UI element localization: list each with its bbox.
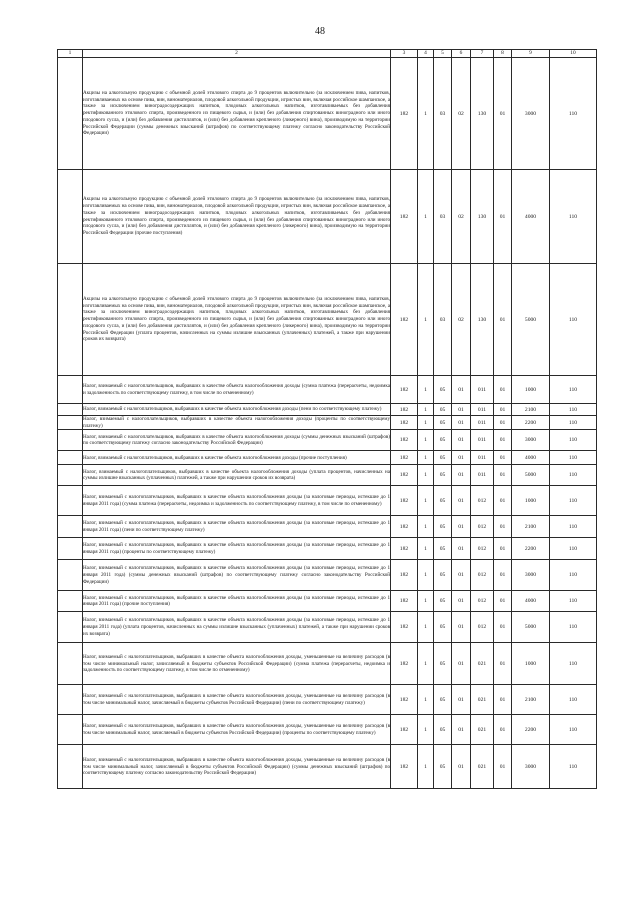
code-cell-c4: 1: [418, 430, 434, 451]
code-cell-c7: 012: [471, 538, 494, 560]
code-cell-c4: 1: [418, 643, 434, 685]
table-row: [58, 685, 597, 715]
table-row: [58, 376, 597, 404]
code-cell-c10: 110: [550, 643, 597, 685]
row-index-cell: [58, 612, 83, 643]
code-cell-c6: 02: [452, 264, 471, 376]
code-cell-c10: 110: [550, 58, 597, 170]
code-cell-c8: 01: [494, 612, 512, 643]
code-cell-c9: 4000: [512, 591, 550, 612]
page-number: 48: [315, 26, 325, 37]
code-cell-c3: 182: [391, 685, 418, 715]
row-index-cell: [58, 486, 83, 516]
row-index-cell: [58, 715, 83, 745]
code-cell-c5: 05: [434, 416, 452, 430]
code-cell-c7: 012: [471, 560, 494, 591]
code-cell-c9: 5000: [512, 612, 550, 643]
code-cell-c5: 03: [434, 58, 452, 170]
table-row: [58, 430, 597, 451]
code-cell-c9: 2200: [512, 715, 550, 745]
code-cell-c10: 110: [550, 591, 597, 612]
code-cell-c9: 3000: [512, 745, 550, 789]
code-cell-c5: 05: [434, 404, 452, 416]
code-cell-c9: 4000: [512, 451, 550, 465]
code-cell-c10: 110: [550, 451, 597, 465]
code-cell-c9: 5000: [512, 465, 550, 486]
table-row: [58, 643, 597, 685]
code-cell-c7: 012: [471, 486, 494, 516]
header-cell: 2: [83, 50, 391, 58]
revenue-description: Налог, взимаемый с налогоплательщиков, выбравших в качестве объекта налогообложения доходы (сумма платежа (перерасчеты, недоимка и задолженность по соответствующему платежу, в том числе по отмененному): [83, 376, 391, 404]
code-cell-c3: 182: [391, 264, 418, 376]
code-cell-c3: 182: [391, 591, 418, 612]
code-cell-c4: 1: [418, 465, 434, 486]
code-cell-c6: 01: [452, 516, 471, 538]
row-index-cell: [58, 560, 83, 591]
code-cell-c9: 1000: [512, 376, 550, 404]
code-cell-c9: 5000: [512, 264, 550, 376]
code-cell-c8: 01: [494, 538, 512, 560]
code-cell-c4: 1: [418, 486, 434, 516]
code-cell-c5: 05: [434, 612, 452, 643]
code-cell-c8: 01: [494, 404, 512, 416]
code-cell-c10: 110: [550, 745, 597, 789]
revenue-description: Налог, взимаемый с налогоплательщиков, выбравших в качестве объекта налогообложения доходы (за налоговые периоды, истекшие до 1 января 2011 года) (сумма платежа (перерасчеты, недоимка и задолженность по соответствующему платежу, в том числе по отмененному): [83, 486, 391, 516]
code-cell-c8: 01: [494, 560, 512, 591]
code-cell-c7: 021: [471, 643, 494, 685]
code-cell-c8: 01: [494, 465, 512, 486]
table-row: [58, 591, 597, 612]
header-cell: 8: [494, 50, 512, 58]
revenue-description: Налог, взимаемый с налогоплательщиков, выбравших в качестве объекта налогообложения доходы (за налоговые периоды, истекшие до 1 января 2011 года) (прочие поступления): [83, 591, 391, 612]
row-index-cell: [58, 58, 83, 170]
table-row: [58, 516, 597, 538]
code-cell-c7: 011: [471, 430, 494, 451]
code-cell-c7: 130: [471, 264, 494, 376]
code-cell-c6: 01: [452, 404, 471, 416]
code-cell-c10: 110: [550, 612, 597, 643]
code-cell-c4: 1: [418, 685, 434, 715]
revenue-description: Налог, взимаемый с налогоплательщиков, выбравших в качестве объекта налогообложения доходы (прочие поступления): [83, 451, 391, 465]
code-cell-c9: 2200: [512, 538, 550, 560]
code-cell-c6: 02: [452, 170, 471, 264]
row-index-cell: [58, 685, 83, 715]
code-cell-c4: 1: [418, 264, 434, 376]
row-index-cell: [58, 264, 83, 376]
code-cell-c3: 182: [391, 560, 418, 591]
code-cell-c3: 182: [391, 451, 418, 465]
revenue-description: Налог, взимаемый с налогоплательщиков, выбравших в качестве объекта налогообложения доходы (за налоговые периоды, истекшие до 1 января 2011 года) (проценты по соответствующему платежу): [83, 538, 391, 560]
code-cell-c3: 182: [391, 465, 418, 486]
code-cell-c10: 110: [550, 404, 597, 416]
code-cell-c3: 182: [391, 745, 418, 789]
table-row: [58, 715, 597, 745]
code-cell-c9: 1000: [512, 643, 550, 685]
code-cell-c6: 01: [452, 685, 471, 715]
code-cell-c6: 01: [452, 745, 471, 789]
code-cell-c9: 2100: [512, 516, 550, 538]
revenue-description: Налог, взимаемый с налогоплательщиков, выбравших в качестве объекта налогообложения доходы (суммы денежных взысканий (штрафов) по соответствующему платежу согласно законодательству Российской Федерации): [83, 430, 391, 451]
code-cell-c4: 1: [418, 170, 434, 264]
table-row: [58, 745, 597, 789]
code-cell-c6: 01: [452, 465, 471, 486]
code-cell-c5: 05: [434, 538, 452, 560]
code-cell-c10: 110: [550, 170, 597, 264]
row-index-cell: [58, 430, 83, 451]
code-cell-c7: 130: [471, 58, 494, 170]
code-cell-c6: 01: [452, 612, 471, 643]
code-cell-c5: 05: [434, 486, 452, 516]
header-cell: 9: [512, 50, 550, 58]
code-cell-c8: 01: [494, 643, 512, 685]
code-cell-c10: 110: [550, 416, 597, 430]
code-cell-c8: 01: [494, 516, 512, 538]
revenue-description: Налог, взимаемый с налогоплательщиков, выбравших в качестве объекта налогообложения доходы (уплата процентов, начисленных на суммы излишне взысканных (уплаченных) платежей, а также при нарушении сроков их возврата): [83, 465, 391, 486]
code-cell-c6: 01: [452, 643, 471, 685]
table-row: [58, 486, 597, 516]
header-cell: 5: [434, 50, 452, 58]
table-row: [58, 538, 597, 560]
revenue-description: Налог, взимаемый с налогоплательщиков, выбравших в качестве объекта налогообложения доходы (проценты по соответствующему платежу): [83, 416, 390, 429]
code-cell-c8: 01: [494, 685, 512, 715]
code-cell-c3: 182: [391, 430, 418, 451]
code-cell-c6: 02: [452, 58, 471, 170]
code-cell-c4: 1: [418, 404, 434, 416]
code-cell-c4: 1: [418, 376, 434, 404]
code-cell-c8: 01: [494, 715, 512, 745]
row-index-cell: [58, 451, 83, 465]
table-row: [58, 465, 597, 486]
table-row: [58, 416, 597, 430]
code-cell-c7: 012: [471, 591, 494, 612]
code-cell-c7: 011: [471, 451, 494, 465]
revenue-description: Акцизы на алкогольную продукцию с объемной долей этилового спирта до 9 процентов включительно (за исключением пива, напитков, изготавливаемых на основе пива, вин, виноматериалов, плодовой алкогольной продукции, игристых вин, включая российское шампанское, а также за исключением виноградосодержащих напитков, плодовых алкогольных напитков, изготавливаемых без добавления ректификованного этилового спирта, произведенного из пищевого сырья, и (или) без добавления спиртованных виноградного или иного плодового сусла, и (или) без добавления дистиллятов, и (или) без добавления крепленого (ликерного) вина), производимую на территории Российской Федерации (суммы денежных взысканий (штрафов) по соответствующему платежу согласно законодательству Российской Федерации): [83, 58, 391, 170]
code-cell-c6: 01: [452, 715, 471, 745]
code-cell-c7: 011: [471, 465, 494, 486]
code-cell-c6: 01: [452, 591, 471, 612]
code-cell-c4: 1: [418, 58, 434, 170]
code-cell-c7: 021: [471, 745, 494, 789]
code-cell-c9: 2200: [512, 416, 550, 430]
row-index-cell: [58, 643, 83, 685]
table-row: [58, 560, 597, 591]
header-cell: 10: [550, 50, 597, 58]
table-row: [58, 58, 597, 170]
code-cell-c8: 01: [494, 451, 512, 465]
code-cell-c10: 110: [550, 560, 597, 591]
header-cell: 7: [471, 50, 494, 58]
code-cell-c7: 011: [471, 404, 494, 416]
revenue-description: Налог, взимаемый с налогоплательщиков, выбравших в качестве объекта налогообложения доходы, уменьшенные на величину расходов (в том числе минимальный налог, зачисляемый в бюджеты субъектов Российской Федерации) (проценты по соответствующему платежу): [83, 715, 391, 745]
header-cell: 1: [58, 50, 83, 58]
code-cell-c4: 1: [418, 745, 434, 789]
code-cell-c3: 182: [391, 170, 418, 264]
revenue-description: Налог, взимаемый с налогоплательщиков, выбравших в качестве объекта налогообложения доходы (за налоговые периоды, истекшие до 1 января 2011 года) (уплата процентов, начисленных на суммы излишне взысканных (уплаченных) платежей, а также при нарушении сроков их возврата): [83, 612, 391, 643]
code-cell-c10: 110: [550, 685, 597, 715]
code-cell-c9: 1000: [512, 486, 550, 516]
code-cell-c4: 1: [418, 612, 434, 643]
code-cell-c4: 1: [418, 416, 434, 430]
code-cell-c5: 05: [434, 685, 452, 715]
code-cell-c9: 4000: [512, 170, 550, 264]
code-cell-c10: 110: [550, 465, 597, 486]
code-cell-c4: 1: [418, 538, 434, 560]
code-cell-c5: 05: [434, 643, 452, 685]
row-index-cell: [58, 416, 83, 430]
revenue-description: Акцизы на алкогольную продукцию с объемной долей этилового спирта до 9 процентов включительно (за исключением пива, напитков, изготавливаемых на основе пива, вин, виноматериалов, плодовой алкогольной продукции, игристых вин, включая российское шампанское, а также за исключением виноградосодержащих напитков, плодовых алкогольных напитков, изготавливаемых без добавления ректификованного этилового спирта, произведенного из пищевого сырья, и (или) без добавления спиртованных виноградного или иного плодового сусла, и (или) без добавления дистиллятов, и (или) без добавления крепленого (ликерного) вина), производимую на территории Российской Федерации (прочие поступления): [83, 170, 391, 264]
code-cell-c5: 05: [434, 376, 452, 404]
code-cell-c6: 01: [452, 486, 471, 516]
table-row: [58, 170, 597, 264]
header-cell: 3: [391, 50, 418, 58]
revenue-description: Налог, взимаемый с налогоплательщиков, выбравших в качестве объекта налогообложения доходы (за налоговые периоды, истекшие до 1 января 2011 года) (пени по соответствующему платежу): [83, 516, 391, 538]
code-cell-c8: 01: [494, 416, 512, 430]
code-cell-c3: 182: [391, 376, 418, 404]
code-cell-c6: 01: [452, 430, 471, 451]
code-cell-c5: 05: [434, 516, 452, 538]
code-cell-c6: 01: [452, 560, 471, 591]
code-cell-c4: 1: [418, 591, 434, 612]
row-index-cell: [58, 516, 83, 538]
code-cell-c8: 01: [494, 745, 512, 789]
row-index-cell: [58, 538, 83, 560]
code-cell-c3: 182: [391, 416, 418, 430]
code-cell-c6: 01: [452, 416, 471, 430]
code-cell-c7: 012: [471, 516, 494, 538]
code-cell-c9: 2100: [512, 404, 550, 416]
code-cell-c8: 01: [494, 430, 512, 451]
code-cell-c7: 012: [471, 612, 494, 643]
row-index-cell: [58, 170, 83, 264]
code-cell-c10: 110: [550, 376, 597, 404]
code-cell-c8: 01: [494, 376, 512, 404]
header-cell: 6: [452, 50, 471, 58]
code-cell-c3: 182: [391, 58, 418, 170]
revenue-description: Налог, взимаемый с налогоплательщиков, выбравших в качестве объекта налогообложения доходы, уменьшенные на величину расходов (в том числе минимальный налог, зачисляемый в бюджеты субъектов Российской Федерации) (сумма платежа (перерасчеты, недоимка и задолженность по соответствующему платежу, в том числе по отмененному): [83, 643, 391, 685]
row-index-cell: [58, 404, 83, 416]
code-cell-c3: 182: [391, 538, 418, 560]
code-cell-c9: 3000: [512, 560, 550, 591]
code-cell-c5: 05: [434, 745, 452, 789]
code-cell-c10: 110: [550, 516, 597, 538]
row-index-cell: [58, 465, 83, 486]
code-cell-c10: 110: [550, 715, 597, 745]
code-cell-c9: 2100: [512, 685, 550, 715]
table-row: [58, 404, 597, 416]
code-cell-c8: 01: [494, 486, 512, 516]
row-index-cell: [58, 376, 83, 404]
code-cell-c5: 05: [434, 465, 452, 486]
code-cell-c3: 182: [391, 715, 418, 745]
code-cell-c9: 3000: [512, 58, 550, 170]
table-row: [58, 612, 597, 643]
code-cell-c4: 1: [418, 560, 434, 591]
code-cell-c8: 01: [494, 58, 512, 170]
header-cell: 4: [418, 50, 434, 58]
code-cell-c5: 05: [434, 560, 452, 591]
code-cell-c5: 05: [434, 451, 452, 465]
code-cell-c6: 01: [452, 538, 471, 560]
header-row: [58, 50, 597, 58]
code-cell-c7: 021: [471, 715, 494, 745]
table-body: [58, 58, 597, 789]
code-cell-c7: 021: [471, 685, 494, 715]
code-cell-c4: 1: [418, 451, 434, 465]
code-cell-c7: 130: [471, 170, 494, 264]
code-cell-c3: 182: [391, 516, 418, 538]
code-cell-c4: 1: [418, 516, 434, 538]
code-cell-c4: 1: [418, 715, 434, 745]
code-cell-c5: 03: [434, 170, 452, 264]
code-cell-c8: 01: [494, 170, 512, 264]
code-cell-c8: 01: [494, 591, 512, 612]
code-cell-c6: 01: [452, 451, 471, 465]
budget-classification-table: [57, 49, 597, 789]
code-cell-c10: 110: [550, 430, 597, 451]
code-cell-c3: 182: [391, 612, 418, 643]
revenue-description: Налог, взимаемый с налогоплательщиков, выбравших в качестве объекта налогообложения доходы, уменьшенные на величину расходов (в том числе минимальный налог, зачисляемый в бюджеты субъектов Российской Федерации) (суммы денежных взысканий (штрафов) по соответствующему платежу согласно законодательству Российской Федерации): [83, 745, 391, 789]
code-cell-c5: 05: [434, 430, 452, 451]
revenue-description: Акцизы на алкогольную продукцию с объемной долей этилового спирта до 9 процентов включительно (за исключением пива, напитков, изготавливаемых на основе пива, вин, виноматериалов, плодовой алкогольной продукции, игристых вин, включая российское шампанское, а также за исключением виноградосодержащих напитков, плодовых алкогольных напитков, изготавливаемых без добавления ректификованного этилового спирта, произведенного из пищевого сырья, и (или) без добавления спиртованных виноградного или иного плодового сусла, и (или) без добавления дистиллятов, и (или) без добавления крепленого (ликерного) вина), производимую на территории Российской Федерации (уплата процентов, начисленных на суммы излишне взысканных (уплаченных) платежей, а также при нарушении сроков их возврата): [83, 264, 391, 376]
revenue-description: Налог, взимаемый с налогоплательщиков, выбравших в качестве объекта налогообложения доходы (за налоговые периоды, истекшие до 1 января 2011 года) (суммы денежных взысканий (штрафов) по соответствующему платежу согласно законодательству Российской Федерации): [83, 560, 391, 591]
code-cell-c10: 110: [550, 264, 597, 376]
code-cell-c5: 03: [434, 264, 452, 376]
code-cell-c8: 01: [494, 264, 512, 376]
table-row: [58, 264, 597, 376]
code-cell-c10: 110: [550, 486, 597, 516]
row-index-cell: [58, 591, 83, 612]
revenue-description: Налог, взимаемый с налогоплательщиков, выбравших в качестве объекта налогообложения доходы (пени по соответствующему платежу): [83, 404, 391, 416]
code-cell-c3: 182: [391, 643, 418, 685]
code-cell-c7: 011: [471, 416, 494, 430]
table-row: [58, 451, 597, 465]
revenue-description: Налог, взимаемый с налогоплательщиков, выбравших в качестве объекта налогообложения доходы, уменьшенные на величину расходов (в том числе минимальный налог, зачисляемый в бюджеты субъектов Российской Федерации) (пени по соответствующему платежу): [83, 685, 391, 715]
row-index-cell: [58, 745, 83, 789]
code-cell-c9: 3000: [512, 430, 550, 451]
code-cell-c3: 182: [391, 404, 418, 416]
code-cell-c7: 011: [471, 376, 494, 404]
code-cell-c10: 110: [550, 538, 597, 560]
code-cell-c6: 01: [452, 376, 471, 404]
code-cell-c3: 182: [391, 486, 418, 516]
code-cell-c5: 05: [434, 591, 452, 612]
code-cell-c5: 05: [434, 715, 452, 745]
